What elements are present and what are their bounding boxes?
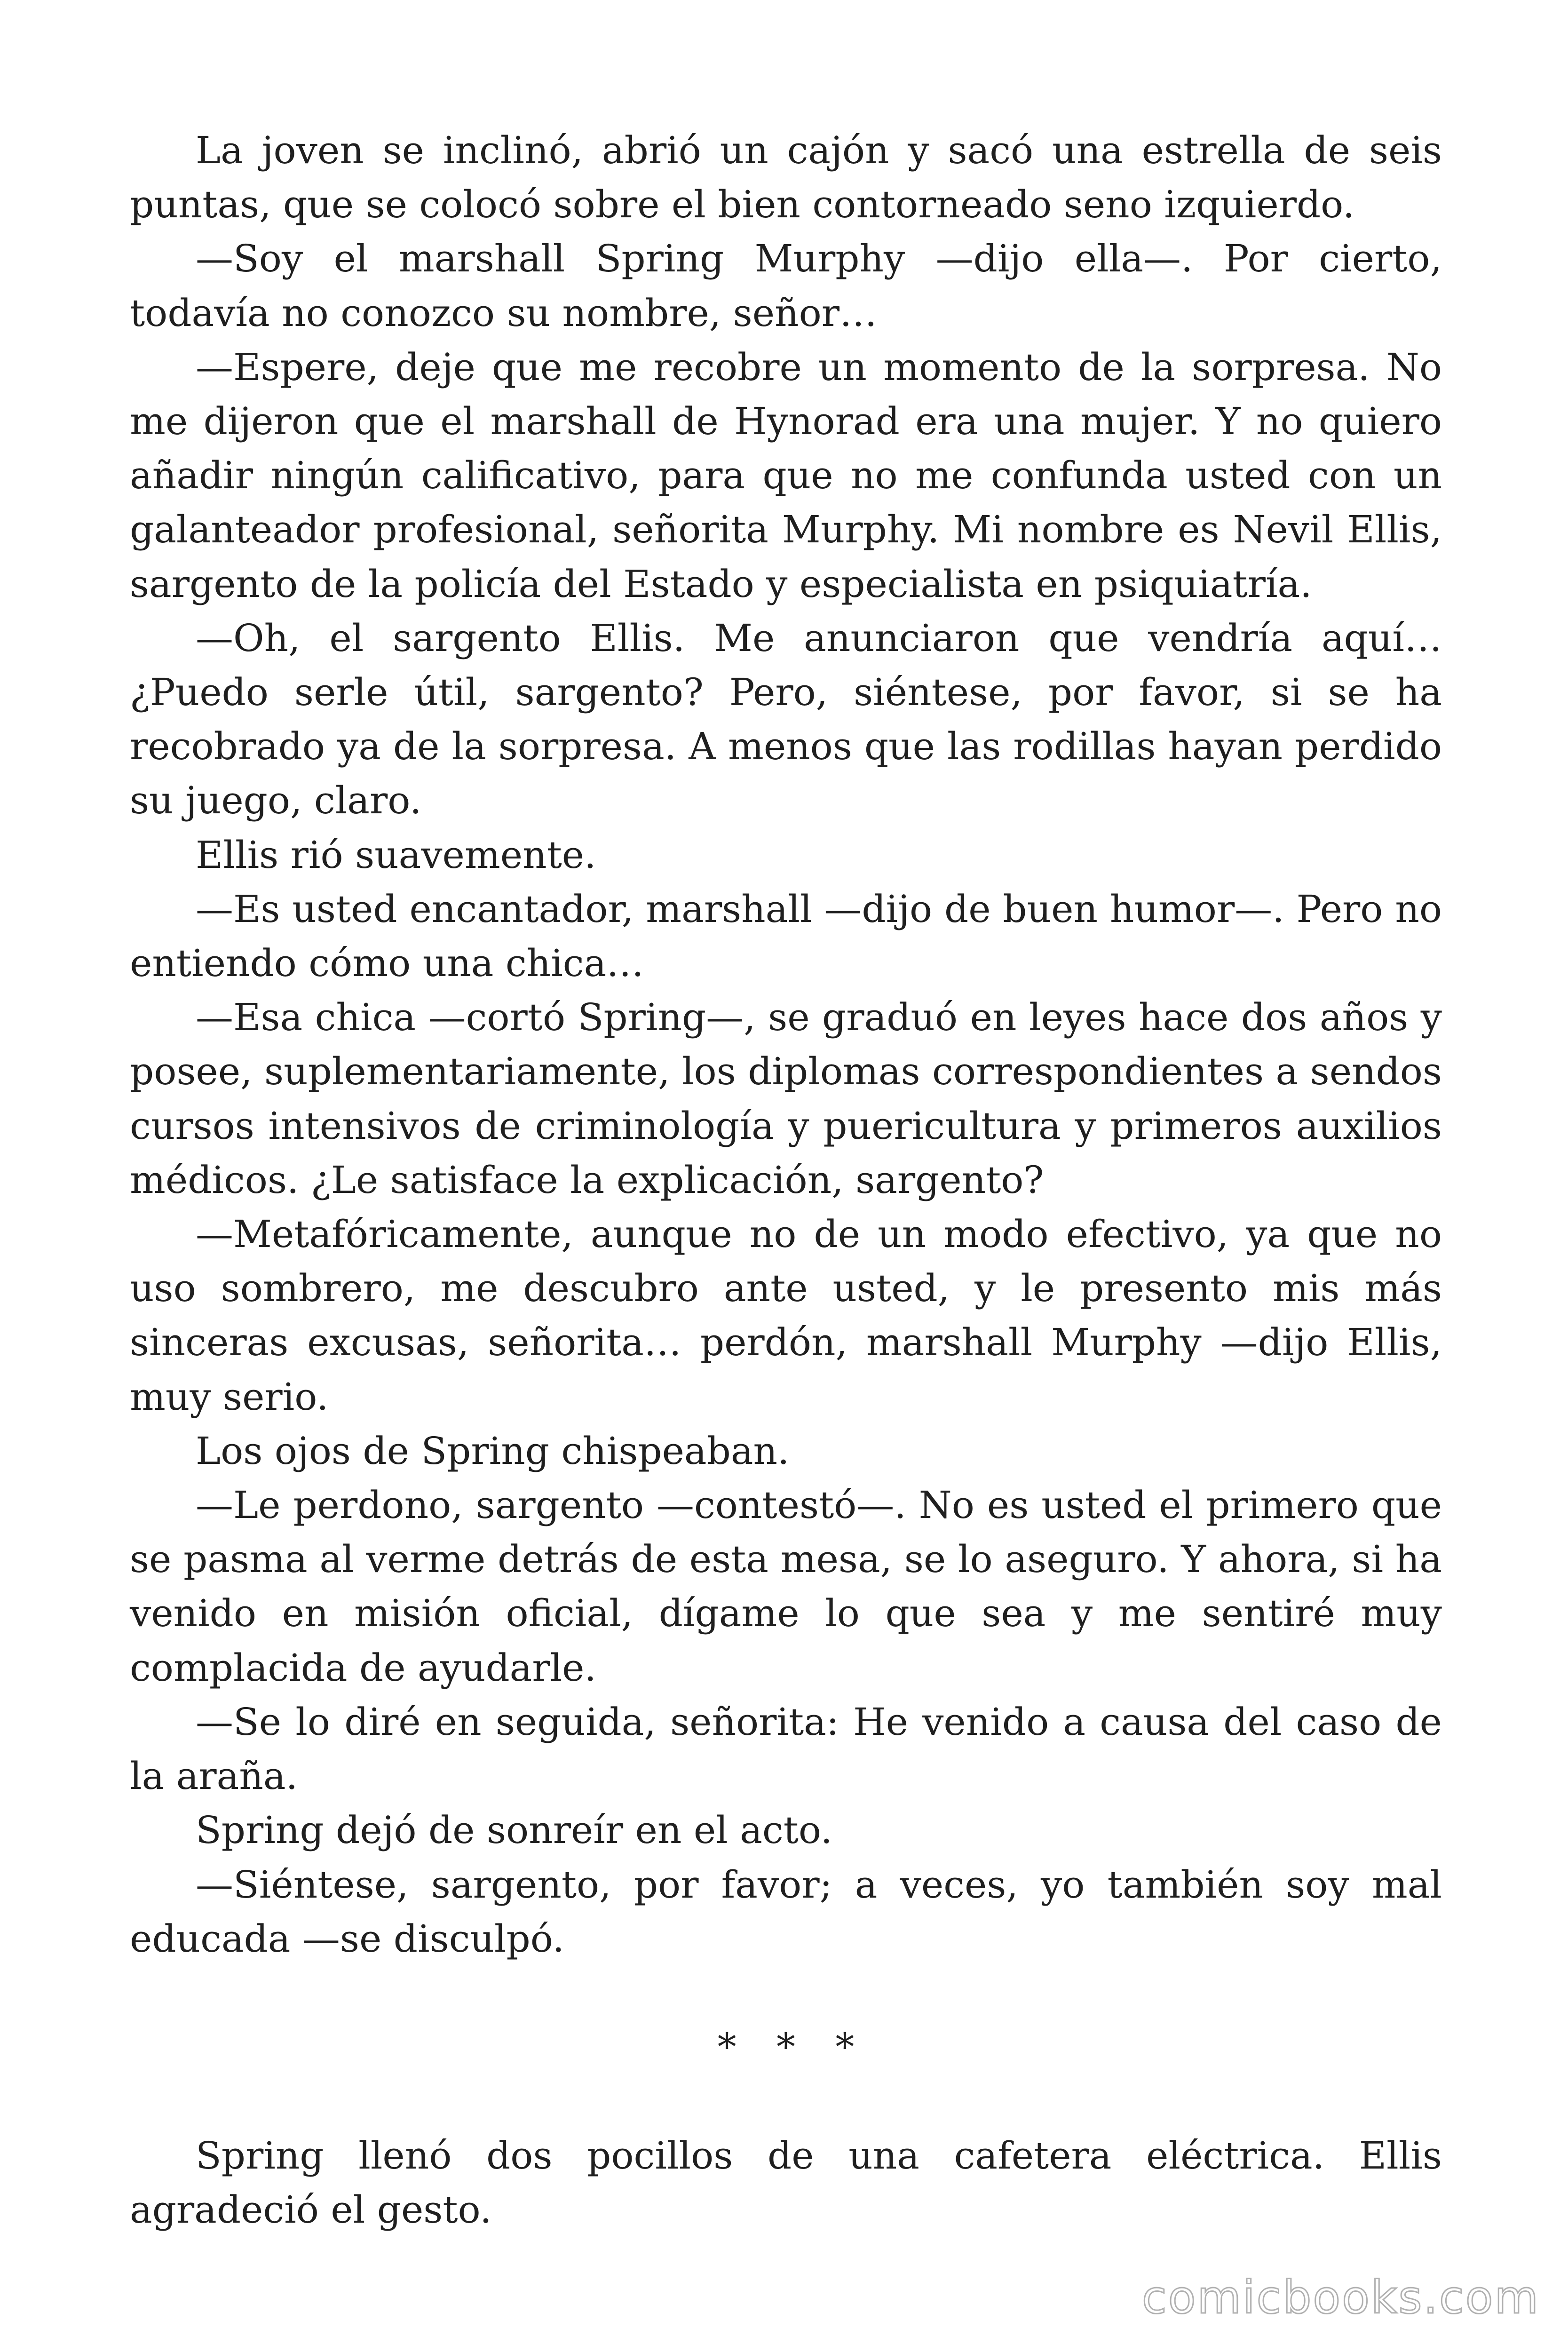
paragraph: Los ojos de Spring chispeaban. xyxy=(196,1429,790,1473)
paragraph: —Metafóricamente, aunque no de un modo efectivo, ya que no uso sombrero, me descubro ante usted, y le presento mis más sinceras excusas, señorita… perdón, marshall Murphy —dijo Ellis, muy serio. xyxy=(130,1212,1442,1419)
page-body xyxy=(130,123,1442,2237)
paragraph: La joven se inclinó, abrió un cajón y sacó una estrella de seis puntas, que se colocó sobre el bien contorneado seno izquierdo. xyxy=(130,128,1442,227)
paragraph: —Es usted encantador, marshall —dijo de buen humor—. Pero no entiendo cómo una chica… xyxy=(130,887,1442,985)
paragraph: Ellis rió suavemente. xyxy=(196,833,596,877)
paragraph: —Se lo diré en seguida, señorita: He venido a causa del caso de la araña. xyxy=(130,1700,1442,1798)
section-break: * * * xyxy=(717,2025,869,2069)
paragraph: Spring dejó de sonreír en el acto. xyxy=(196,1808,833,1852)
paragraph: —Siéntese, sargento, por favor; a veces, yo también soy mal educada —se disculpó. xyxy=(130,1862,1442,1961)
paragraph: —Espere, deje que me recobre un momento de la sorpresa. No me dijeron que el marshall de Hynorad era una mujer. Y no quiero añadir ningún calificativo, para que no me confunda usted con un galanteador profesional, señorita Murphy. Mi nombre es Nevil Ellis, sargento de la policía del Estado y especialista en psiquiatría. xyxy=(130,345,1442,606)
watermark: comicbooks.com xyxy=(1141,2271,1540,2324)
paragraph: Spring llenó dos pocillos de una cafetera eléctrica. Ellis agradeció el gesto. xyxy=(130,2133,1442,2232)
paragraph: —Esa chica —cortó Spring—, se graduó en leyes hace dos años y posee, suplementariamente, los diplomas correspondientes a sendos cursos intensivos de criminología y puericultura y primeros auxilios médicos. ¿Le satisface la explicación, sargento? xyxy=(130,995,1442,1202)
paragraph: —Soy el marshall Spring Murphy —dijo ella—. Por cierto, todavía no conozco su nombre, señor… xyxy=(130,237,1442,335)
paragraph: —Oh, el sargento Ellis. Me anunciaron que vendría aquí… ¿Puedo serle útil, sargento? Pero, siéntese, por favor, si se ha recobrado ya de la sorpresa. A menos que las rodillas hayan perdido su juego, claro. xyxy=(130,616,1442,823)
paragraph: —Le perdono, sargento —contestó—. No es usted el primero que se pasma al verme detrás de esta mesa, se lo aseguro. Y ahora, si ha venido en misión oficial, dígame lo que sea y me sentiré muy complacida de ayudarle. xyxy=(130,1483,1442,1690)
